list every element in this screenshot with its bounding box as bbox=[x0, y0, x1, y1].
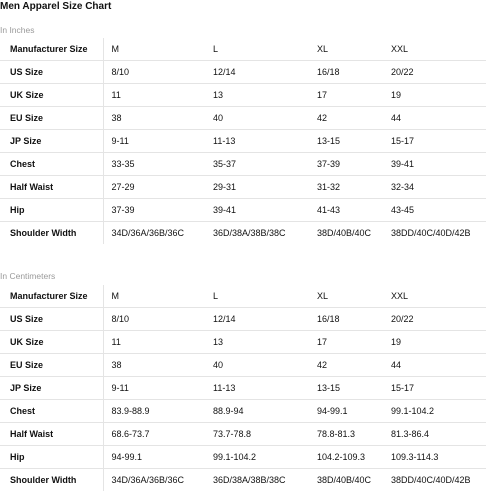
table-row bbox=[0, 400, 486, 423]
row-label: UK Size bbox=[0, 331, 103, 354]
row-label: Manufacturer Size bbox=[0, 38, 103, 61]
row-label: JP Size bbox=[0, 130, 103, 153]
table-cell: 17 bbox=[308, 84, 391, 107]
table-cell: M bbox=[103, 285, 205, 308]
table-cell: 37-39 bbox=[103, 199, 205, 222]
table-cell: 35-37 bbox=[205, 153, 308, 176]
table-cell: 12/14 bbox=[205, 61, 308, 84]
centimeters-size-table bbox=[0, 285, 486, 491]
table-cell: 27-29 bbox=[103, 176, 205, 199]
table-cell: 42 bbox=[308, 354, 391, 377]
table-cell: 15-17 bbox=[391, 377, 486, 400]
table-row bbox=[0, 153, 486, 176]
table-row bbox=[0, 107, 486, 130]
table-cell: 40 bbox=[205, 107, 308, 130]
row-label: Half Waist bbox=[0, 176, 103, 199]
table-cell: 9-11 bbox=[103, 377, 205, 400]
table-cell: 31-32 bbox=[308, 176, 391, 199]
table-cell: 19 bbox=[391, 331, 486, 354]
row-label: UK Size bbox=[0, 84, 103, 107]
table-cell: 38D/40B/40C bbox=[308, 222, 391, 245]
row-label: US Size bbox=[0, 308, 103, 331]
table-cell: 38DD/40C/40D/42B bbox=[391, 469, 486, 491]
table-cell: 32-34 bbox=[391, 176, 486, 199]
table-cell: XL bbox=[308, 285, 391, 308]
table-row bbox=[0, 61, 486, 84]
table-cell: 43-45 bbox=[391, 199, 486, 222]
table-cell: 17 bbox=[308, 331, 391, 354]
inches-section-label: In Inches bbox=[0, 24, 35, 36]
row-label: EU Size bbox=[0, 354, 103, 377]
table-row bbox=[0, 38, 486, 61]
table-cell: XXL bbox=[391, 38, 486, 61]
row-label: Shoulder Width bbox=[0, 222, 103, 245]
table-cell: 39-41 bbox=[205, 199, 308, 222]
table-cell: XL bbox=[308, 38, 391, 61]
table-cell: 44 bbox=[391, 107, 486, 130]
table-row bbox=[0, 423, 486, 446]
row-label: Half Waist bbox=[0, 423, 103, 446]
row-label: Shoulder Width bbox=[0, 469, 103, 491]
table-cell: 13-15 bbox=[308, 377, 391, 400]
table-cell: 39-41 bbox=[391, 153, 486, 176]
page-title: Men Apparel Size Chart bbox=[0, 0, 111, 14]
table-cell: 36D/38A/38B/38C bbox=[205, 222, 308, 245]
row-label: EU Size bbox=[0, 107, 103, 130]
table-cell: 94-99.1 bbox=[103, 446, 205, 469]
table-cell: 73.7-78.8 bbox=[205, 423, 308, 446]
row-label: Hip bbox=[0, 446, 103, 469]
table-cell: 13 bbox=[205, 84, 308, 107]
table-cell: 68.6-73.7 bbox=[103, 423, 205, 446]
table-cell: 42 bbox=[308, 107, 391, 130]
table-cell: 94-99.1 bbox=[308, 400, 391, 423]
table-cell: 13-15 bbox=[308, 130, 391, 153]
table-cell: 109.3-114.3 bbox=[391, 446, 486, 469]
table-row bbox=[0, 130, 486, 153]
table-cell: 44 bbox=[391, 354, 486, 377]
table-cell: 20/22 bbox=[391, 61, 486, 84]
table-row bbox=[0, 222, 486, 245]
table-cell: 11 bbox=[103, 331, 205, 354]
table-row bbox=[0, 176, 486, 199]
table-cell: 38DD/40C/40D/42B bbox=[391, 222, 486, 245]
table-cell: 41-43 bbox=[308, 199, 391, 222]
table-cell: 78.8-81.3 bbox=[308, 423, 391, 446]
table-cell: 11-13 bbox=[205, 377, 308, 400]
table-cell: 12/14 bbox=[205, 308, 308, 331]
table-cell: 99.1-104.2 bbox=[391, 400, 486, 423]
inches-size-table bbox=[0, 38, 486, 244]
table-row bbox=[0, 331, 486, 354]
table-cell: 33-35 bbox=[103, 153, 205, 176]
table-cell: 16/18 bbox=[308, 308, 391, 331]
table-cell: 11 bbox=[103, 84, 205, 107]
table-cell: 34D/36A/36B/36C bbox=[103, 222, 205, 245]
table-cell: L bbox=[205, 285, 308, 308]
table-row bbox=[0, 308, 486, 331]
table-cell: 36D/38A/38B/38C bbox=[205, 469, 308, 491]
row-label: Manufacturer Size bbox=[0, 285, 103, 308]
table-row bbox=[0, 285, 486, 308]
table-cell: 83.9-88.9 bbox=[103, 400, 205, 423]
table-cell: 11-13 bbox=[205, 130, 308, 153]
table-cell: 88.9-94 bbox=[205, 400, 308, 423]
table-row bbox=[0, 84, 486, 107]
table-cell: M bbox=[103, 38, 205, 61]
table-cell: 13 bbox=[205, 331, 308, 354]
table-cell: 34D/36A/36B/36C bbox=[103, 469, 205, 491]
table-cell: 38 bbox=[103, 354, 205, 377]
table-cell: 19 bbox=[391, 84, 486, 107]
table-cell: 8/10 bbox=[103, 308, 205, 331]
table-cell: 99.1-104.2 bbox=[205, 446, 308, 469]
table-cell: 9-11 bbox=[103, 130, 205, 153]
table-cell: L bbox=[205, 38, 308, 61]
table-row bbox=[0, 354, 486, 377]
centimeters-section-label: In Centimeters bbox=[0, 270, 55, 282]
table-cell: 15-17 bbox=[391, 130, 486, 153]
table-cell: 16/18 bbox=[308, 61, 391, 84]
table-cell: 37-39 bbox=[308, 153, 391, 176]
row-label: US Size bbox=[0, 61, 103, 84]
table-cell: XXL bbox=[391, 285, 486, 308]
row-label: JP Size bbox=[0, 377, 103, 400]
table-cell: 104.2-109.3 bbox=[308, 446, 391, 469]
table-cell: 38 bbox=[103, 107, 205, 130]
table-row bbox=[0, 446, 486, 469]
table-cell: 40 bbox=[205, 354, 308, 377]
row-label: Hip bbox=[0, 199, 103, 222]
table-cell: 8/10 bbox=[103, 61, 205, 84]
table-cell: 29-31 bbox=[205, 176, 308, 199]
table-cell: 38D/40B/40C bbox=[308, 469, 391, 491]
table-cell: 20/22 bbox=[391, 308, 486, 331]
table-row bbox=[0, 377, 486, 400]
table-cell: 81.3-86.4 bbox=[391, 423, 486, 446]
row-label: Chest bbox=[0, 400, 103, 423]
row-label: Chest bbox=[0, 153, 103, 176]
table-row bbox=[0, 199, 486, 222]
